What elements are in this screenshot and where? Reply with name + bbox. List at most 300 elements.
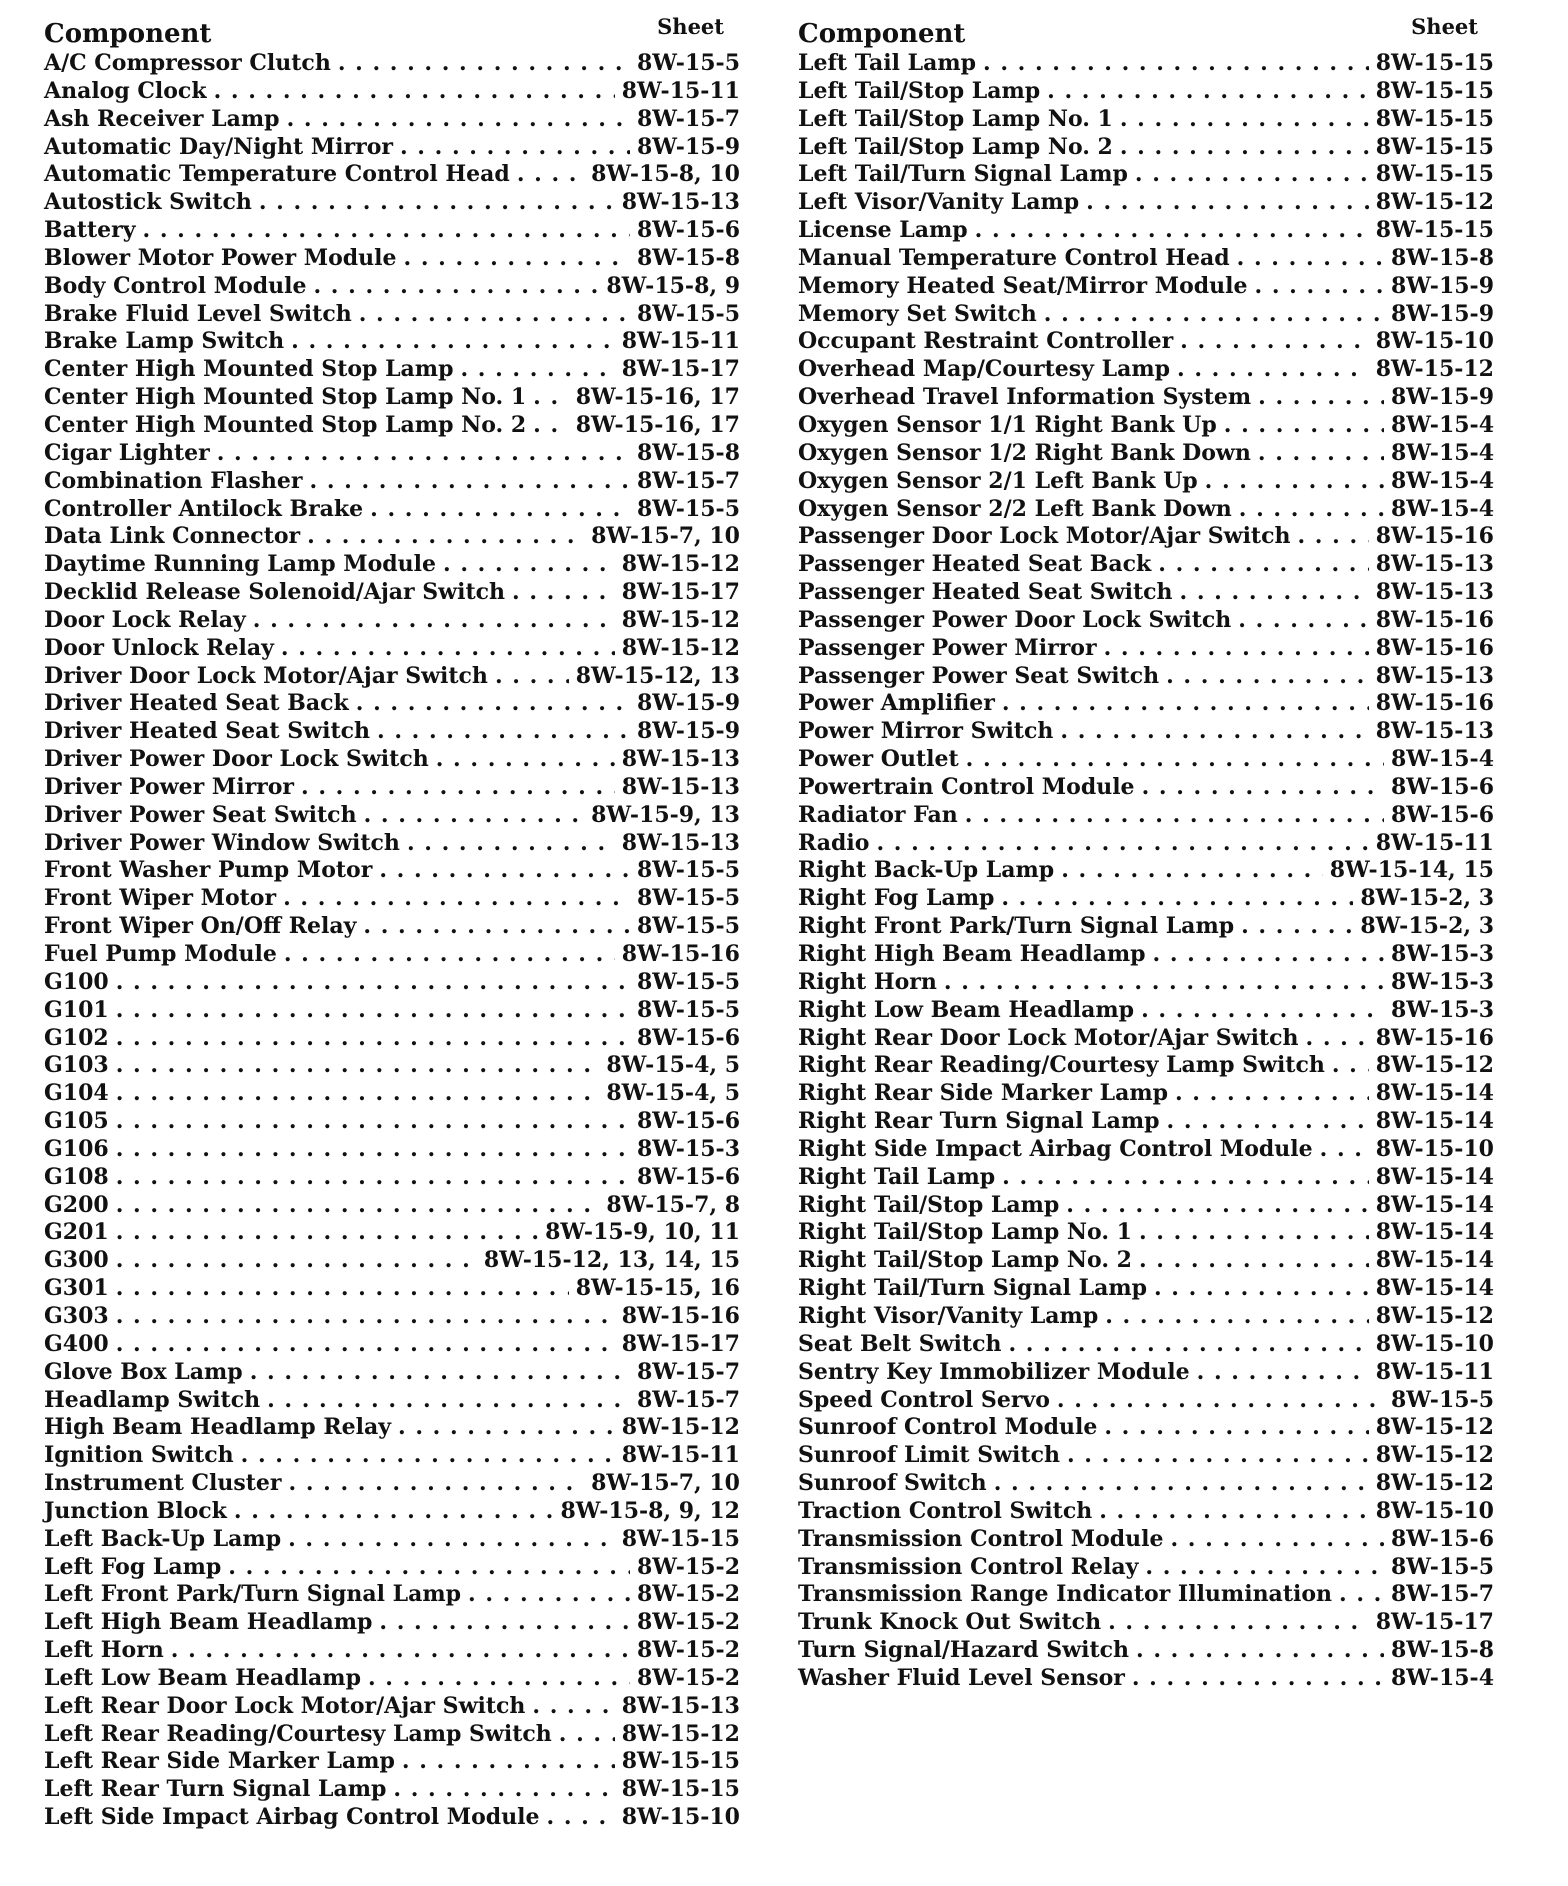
dot-leader: [975, 217, 1369, 245]
dot-leader: [1142, 774, 1384, 802]
sheet-reference: 8W-15-4, 5: [606, 1052, 740, 1079]
dot-leader: [1224, 412, 1384, 440]
component-row: [798, 1387, 1494, 1415]
component-row: [798, 1164, 1494, 1192]
component-name: Washer Fluid Level Sensor: [798, 1664, 1125, 1691]
component-name: G301: [44, 1275, 109, 1302]
component-row: [798, 1025, 1494, 1053]
dot-leader: [234, 1498, 554, 1526]
component-name: Passenger Door Lock Motor/Ajar Switch: [798, 523, 1291, 550]
sheet-reference: 8W-15-14, 15: [1329, 857, 1494, 884]
component-row: [44, 50, 740, 78]
component-row: [798, 635, 1494, 663]
dot-leader: [370, 496, 630, 524]
component-name: Automatic Temperature Control Head: [44, 161, 510, 188]
column-header: [798, 14, 1494, 50]
component-name: Passenger Heated Seat Back: [798, 551, 1152, 578]
component-row: [798, 106, 1494, 134]
component-row: [798, 161, 1494, 189]
sheet-reference: 8W-15-12: [1375, 1414, 1494, 1441]
dot-leader: [284, 941, 615, 969]
dot-leader: [1136, 1637, 1384, 1665]
dot-leader: [1002, 1164, 1369, 1192]
component-row: [44, 189, 740, 217]
component-name: Door Unlock Relay: [44, 634, 274, 661]
dot-leader: [1002, 690, 1369, 718]
component-row: [798, 1136, 1494, 1164]
sheet-reference: 8W-15-13: [1375, 551, 1494, 578]
dot-leader: [443, 551, 615, 579]
component-row: [44, 1776, 740, 1804]
dot-leader: [116, 1136, 630, 1164]
component-name: Front Wiper On/Off Relay: [44, 913, 357, 940]
sheet-reference: 8W-15-6: [1391, 773, 1494, 800]
component-row: [44, 774, 740, 802]
sheet-reference: 8W-15-6: [637, 1108, 740, 1135]
sheet-reference: 8W-15-3: [637, 1135, 740, 1162]
sheet-reference: 8W-15-6: [637, 217, 740, 244]
sheet-reference: 8W-15-8, 10: [591, 161, 740, 188]
component-row: [44, 301, 740, 329]
dot-leader: [1141, 997, 1384, 1025]
dot-leader: [400, 134, 630, 162]
sheet-reference: 8W-15-5: [637, 913, 740, 940]
component-name: Right Tail/Stop Lamp: [798, 1191, 1060, 1218]
component-name: Left Tail/Stop Lamp: [798, 77, 1041, 104]
dot-leader: [287, 106, 630, 134]
dot-leader: [1180, 328, 1369, 356]
component-name: Oxygen Sensor 2/1 Left Bank Up: [798, 467, 1198, 494]
component-row: [798, 301, 1494, 329]
dot-leader: [250, 1359, 630, 1387]
component-name: Controller Antilock Brake: [44, 495, 364, 522]
dot-leader: [313, 273, 599, 301]
component-list: [44, 50, 740, 1832]
component-name: Sunroof Switch: [798, 1470, 987, 1497]
sheet-reference: 8W-15-5: [637, 996, 740, 1023]
dot-leader: [356, 690, 630, 718]
dot-leader: [393, 1776, 614, 1804]
component-row: [798, 78, 1494, 106]
component-name: Radio: [798, 829, 870, 856]
component-row: [44, 551, 740, 579]
component-list: [798, 50, 1494, 1693]
component-row: [44, 746, 740, 774]
component-name: Driver Heated Seat Switch: [44, 718, 370, 745]
component-row: [798, 468, 1494, 496]
dot-leader: [512, 579, 615, 607]
sheet-reference: 8W-15-8: [637, 244, 740, 271]
dot-leader: [1255, 273, 1385, 301]
component-name: Junction Block: [44, 1497, 227, 1524]
sheet-reference: 8W-15-5: [637, 857, 740, 884]
component-row: [44, 663, 740, 691]
dot-leader: [1197, 1359, 1369, 1387]
sheet-reference: 8W-15-7: [1391, 1581, 1494, 1608]
dot-leader: [1158, 551, 1368, 579]
sheet-reference: 8W-15-16: [621, 941, 740, 967]
component-name: Front Wiper Motor: [44, 885, 277, 912]
sheet-reference: 8W-15-12: [1375, 356, 1494, 383]
component-row: [44, 1136, 740, 1164]
component-name: Battery: [44, 217, 136, 244]
dot-leader: [407, 830, 615, 858]
component-row: [44, 941, 740, 969]
component-name: Trunk Knock Out Switch: [798, 1609, 1102, 1636]
sheet-reference: 8W-15-8, 9: [606, 272, 740, 299]
component-name: Right Rear Door Lock Motor/Ajar Switch: [798, 1024, 1299, 1051]
component-name: Oxygen Sensor 1/2 Right Bank Down: [798, 439, 1251, 466]
component-name: Power Amplifier: [798, 690, 995, 717]
component-row: [44, 273, 740, 301]
dot-leader: [310, 468, 631, 496]
component-name: Sunroof Control Module: [798, 1414, 1098, 1441]
sheet-reference: 8W-15-5: [637, 885, 740, 912]
dot-leader: [307, 523, 584, 551]
component-row: [798, 1637, 1494, 1665]
component-row: [44, 997, 740, 1025]
dot-leader: [267, 1387, 630, 1415]
component-row: [44, 885, 740, 913]
sheet-reference: 8W-15-5: [637, 495, 740, 522]
component-row: [798, 1108, 1494, 1136]
dot-leader: [116, 997, 630, 1025]
sheet-reference: 8W-15-7, 10: [591, 523, 740, 550]
dot-leader: [116, 1080, 600, 1108]
component-name: Overhead Travel Information System: [798, 384, 1252, 411]
component-name: Left Rear Turn Signal Lamp: [44, 1776, 387, 1803]
dot-leader: [214, 78, 615, 106]
component-name: Driver Heated Seat Back: [44, 690, 349, 717]
dot-leader: [1177, 356, 1369, 384]
component-name: Passenger Power Door Lock Switch: [798, 606, 1232, 633]
component-name: Glove Box Lamp: [44, 1358, 243, 1385]
dot-leader: [1139, 1247, 1369, 1275]
component-row: [798, 1052, 1494, 1080]
dot-leader: [533, 412, 569, 440]
component-row: [44, 78, 740, 106]
sheet-reference: 8W-15-9: [1391, 272, 1494, 299]
component-row: [798, 1665, 1494, 1693]
sheet-heading: Sheet: [1411, 14, 1478, 39]
component-name: Right Rear Reading/Courtesy Lamp Switch: [798, 1052, 1325, 1079]
component-name: Left Tail/Stop Lamp No. 2: [798, 133, 1113, 160]
component-row: [44, 245, 740, 273]
sheet-reference: 8W-15-13: [621, 746, 740, 773]
component-name: Left Fog Lamp: [44, 1553, 222, 1580]
dot-leader: [368, 1665, 630, 1693]
sheet-reference: 8W-15-11: [621, 328, 740, 355]
component-row: [44, 134, 740, 162]
component-row: [44, 579, 740, 607]
dot-leader: [1086, 189, 1369, 217]
dot-leader: [1166, 663, 1369, 691]
dot-leader: [533, 384, 569, 412]
component-row: [44, 1247, 740, 1275]
sheet-reference: 8W-15-10: [1375, 1497, 1494, 1524]
component-index-right-column: [798, 14, 1494, 1693]
component-heading: Component: [798, 19, 966, 49]
component-name: Door Lock Relay: [44, 606, 246, 633]
component-row: [44, 802, 740, 830]
sheet-reference: 8W-15-10: [621, 1804, 740, 1831]
sheet-reference: 8W-15-4: [1391, 1664, 1494, 1691]
sheet-reference: 8W-15-12: [621, 1720, 740, 1747]
component-name: Right Low Beam Headlamp: [798, 996, 1135, 1023]
component-row: [798, 1331, 1494, 1359]
sheet-reference: 8W-15-15: [621, 1525, 740, 1552]
dot-leader: [291, 328, 615, 356]
component-name: Ash Receiver Lamp: [44, 105, 280, 132]
component-row: [44, 913, 740, 941]
sheet-reference: 8W-15-5: [637, 968, 740, 995]
sheet-reference: 8W-15-12: [1375, 189, 1494, 216]
component-row: [44, 1665, 740, 1693]
sheet-reference: 8W-15-3: [1391, 996, 1494, 1023]
dot-leader: [379, 1609, 630, 1637]
sheet-reference: 8W-15-6: [1391, 1525, 1494, 1552]
dot-leader: [1067, 1442, 1369, 1470]
sheet-reference: 8W-15-4, 5: [606, 1080, 740, 1107]
component-row: [798, 1414, 1494, 1442]
sheet-reference: 8W-15-13: [621, 829, 740, 856]
sheet-reference: 8W-15-15: [621, 1776, 740, 1803]
sheet-reference: 8W-15-17: [621, 1330, 740, 1357]
sheet-reference: 8W-15-7: [637, 467, 740, 494]
component-row: [44, 1442, 740, 1470]
dot-leader: [1105, 1303, 1368, 1331]
component-name: Blower Motor Power Module: [44, 244, 397, 271]
component-row: [44, 1052, 740, 1080]
sheet-reference: 8W-15-12: [1375, 1302, 1494, 1329]
component-row: [798, 384, 1494, 412]
sheet-reference: 8W-15-14: [1375, 1247, 1494, 1274]
sheet-reference: 8W-15-14: [1375, 1275, 1494, 1302]
component-name: Left Visor/Vanity Lamp: [798, 189, 1080, 216]
component-row: [44, 1554, 740, 1582]
sheet-reference: 8W-15-5: [637, 300, 740, 327]
dot-leader: [559, 1721, 615, 1749]
dot-leader: [217, 440, 630, 468]
dot-leader: [402, 1748, 615, 1776]
sheet-heading: Sheet: [657, 14, 724, 39]
component-name: Right Tail Lamp: [798, 1163, 996, 1190]
dot-leader: [1258, 384, 1384, 412]
component-name: G200: [44, 1191, 109, 1218]
component-name: G106: [44, 1135, 109, 1162]
sheet-reference: 8W-15-12, 13, 14, 15: [483, 1247, 740, 1274]
component-row: [44, 718, 740, 746]
component-name: Left High Beam Headlamp: [44, 1609, 373, 1636]
dot-leader: [966, 746, 1384, 774]
dot-leader: [241, 1442, 615, 1470]
sheet-reference: 8W-15-16: [1375, 690, 1494, 717]
dot-leader: [116, 1025, 630, 1053]
sheet-reference: 8W-15-13: [1375, 718, 1494, 745]
component-row: [798, 941, 1494, 969]
sheet-reference: 8W-15-8: [637, 439, 740, 466]
sheet-reference: 8W-15-9: [637, 690, 740, 717]
component-row: [798, 1526, 1494, 1554]
dot-leader: [460, 356, 614, 384]
component-name: Powertrain Control Module: [798, 773, 1135, 800]
component-name: License Lamp: [798, 217, 968, 244]
dot-leader: [116, 969, 630, 997]
component-name: Right Front Park/Turn Signal Lamp: [798, 913, 1235, 940]
sheet-reference: 8W-15-15: [1375, 133, 1494, 160]
sheet-reference: 8W-15-15: [1375, 105, 1494, 132]
dot-leader: [289, 1470, 585, 1498]
component-row: [798, 1192, 1494, 1220]
sheet-reference: 8W-15-9: [637, 718, 740, 745]
sheet-reference: 8W-15-6: [1391, 801, 1494, 828]
dot-leader: [1175, 1080, 1369, 1108]
component-row: [798, 1609, 1494, 1637]
component-name: Left Rear Side Marker Lamp: [44, 1748, 395, 1775]
sheet-reference: 8W-15-16: [1375, 634, 1494, 661]
sheet-reference: 8W-15-11: [1375, 1358, 1494, 1385]
dot-leader: [1047, 78, 1369, 106]
component-row: [44, 607, 740, 635]
component-name: Left Tail/Stop Lamp No. 1: [798, 105, 1113, 132]
sheet-reference: 8W-15-15: [1375, 50, 1494, 76]
component-heading: Component: [44, 19, 212, 49]
component-row: [798, 830, 1494, 858]
component-name: Right Tail/Stop Lamp No. 2: [798, 1247, 1132, 1274]
component-row: [44, 1164, 740, 1192]
component-row: [44, 969, 740, 997]
sheet-reference: 8W-15-4: [1391, 746, 1494, 773]
component-row: [44, 1192, 740, 1220]
sheet-reference: 8W-15-7: [637, 1358, 740, 1385]
sheet-reference: 8W-15-16: [1375, 523, 1494, 550]
component-name: Right Side Impact Airbag Control Module: [798, 1135, 1313, 1162]
sheet-reference: 8W-15-4: [1391, 467, 1494, 494]
component-row: [44, 830, 740, 858]
dot-leader: [1057, 1387, 1384, 1415]
component-name: G105: [44, 1108, 109, 1135]
component-row: [798, 607, 1494, 635]
component-name: Combination Flasher: [44, 467, 303, 494]
component-row: [798, 802, 1494, 830]
sheet-reference: 8W-15-5: [1391, 1386, 1494, 1413]
component-row: [798, 245, 1494, 273]
component-name: Passenger Heated Seat Switch: [798, 579, 1173, 606]
component-row: [44, 468, 740, 496]
sheet-reference: 8W-15-2, 3: [1360, 913, 1494, 940]
sheet-reference: 8W-15-14: [1375, 1219, 1494, 1246]
dot-leader: [398, 1414, 615, 1442]
component-row: [798, 551, 1494, 579]
component-name: G300: [44, 1247, 109, 1274]
dot-leader: [1170, 1526, 1384, 1554]
sheet-reference: 8W-15-13: [621, 1692, 740, 1719]
dot-leader: [547, 1804, 615, 1832]
dot-leader: [1297, 523, 1368, 551]
sheet-reference: 8W-15-10: [1375, 328, 1494, 355]
dot-leader: [116, 1331, 615, 1359]
component-row: [44, 857, 740, 885]
component-row: [798, 217, 1494, 245]
dot-leader: [1153, 941, 1385, 969]
component-name: G104: [44, 1080, 109, 1107]
sheet-reference: 8W-15-2, 3: [1360, 885, 1494, 912]
component-name: Brake Lamp Switch: [44, 328, 285, 355]
dot-leader: [436, 746, 615, 774]
dot-leader: [1061, 857, 1323, 885]
component-name: Left Rear Reading/Courtesy Lamp Switch: [44, 1720, 552, 1747]
component-row: [44, 1359, 740, 1387]
sheet-reference: 8W-15-9, 10, 11: [545, 1219, 740, 1246]
component-name: Sunroof Limit Switch: [798, 1442, 1060, 1469]
component-row: [798, 356, 1494, 384]
component-row: [44, 523, 740, 551]
sheet-reference: 8W-15-16, 17: [575, 411, 740, 438]
dot-leader: [281, 635, 615, 663]
sheet-reference: 8W-15-14: [1375, 1191, 1494, 1218]
component-name: Memory Set Switch: [798, 300, 1037, 327]
component-row: [798, 1581, 1494, 1609]
dot-leader: [1099, 1498, 1368, 1526]
component-row: [44, 217, 740, 245]
dot-leader: [116, 1247, 477, 1275]
dot-leader: [517, 161, 584, 189]
sheet-reference: 8W-15-8, 9, 12: [560, 1497, 740, 1524]
component-row: [798, 1080, 1494, 1108]
component-row: [44, 1080, 740, 1108]
component-row: [798, 885, 1494, 913]
dot-leader: [1104, 635, 1369, 663]
component-row: [798, 857, 1494, 885]
component-name: Headlamp Switch: [44, 1386, 261, 1413]
component-name: Body Control Module: [44, 272, 307, 299]
component-name: Power Outlet: [798, 746, 959, 773]
sheet-reference: 8W-15-2: [637, 1664, 740, 1691]
component-row: [798, 663, 1494, 691]
sheet-reference: 8W-15-7, 10: [591, 1470, 740, 1497]
component-row: [798, 1275, 1494, 1303]
component-name: Right Visor/Vanity Lamp: [798, 1302, 1099, 1329]
component-row: [44, 412, 740, 440]
dot-leader: [1332, 1052, 1369, 1080]
sheet-reference: 8W-15-7: [637, 1386, 740, 1413]
dot-leader: [1205, 468, 1384, 496]
dot-leader: [301, 774, 615, 802]
component-name: Right Rear Side Marker Lamp: [798, 1080, 1168, 1107]
dot-leader: [1241, 913, 1353, 941]
component-name: Oxygen Sensor 1/1 Right Bank Up: [798, 411, 1217, 438]
sheet-reference: 8W-15-5: [637, 50, 740, 76]
sheet-reference: 8W-15-16: [1375, 606, 1494, 633]
component-row: [44, 161, 740, 189]
dot-leader: [1001, 885, 1353, 913]
component-row: [44, 1331, 740, 1359]
sheet-reference: 8W-15-16: [1375, 1024, 1494, 1051]
component-row: [798, 969, 1494, 997]
component-row: [798, 718, 1494, 746]
component-row: [44, 1693, 740, 1721]
sheet-reference: 8W-15-12: [1375, 1052, 1494, 1079]
sheet-reference: 8W-15-15: [1375, 161, 1494, 188]
component-row: [44, 1581, 740, 1609]
component-name: Left Horn: [44, 1637, 164, 1664]
component-name: Ignition Switch: [44, 1442, 234, 1469]
dot-leader: [283, 885, 630, 913]
component-row: [44, 1387, 740, 1415]
sheet-reference: 8W-15-14: [1375, 1108, 1494, 1135]
component-row: [798, 134, 1494, 162]
component-row: [44, 1609, 740, 1637]
